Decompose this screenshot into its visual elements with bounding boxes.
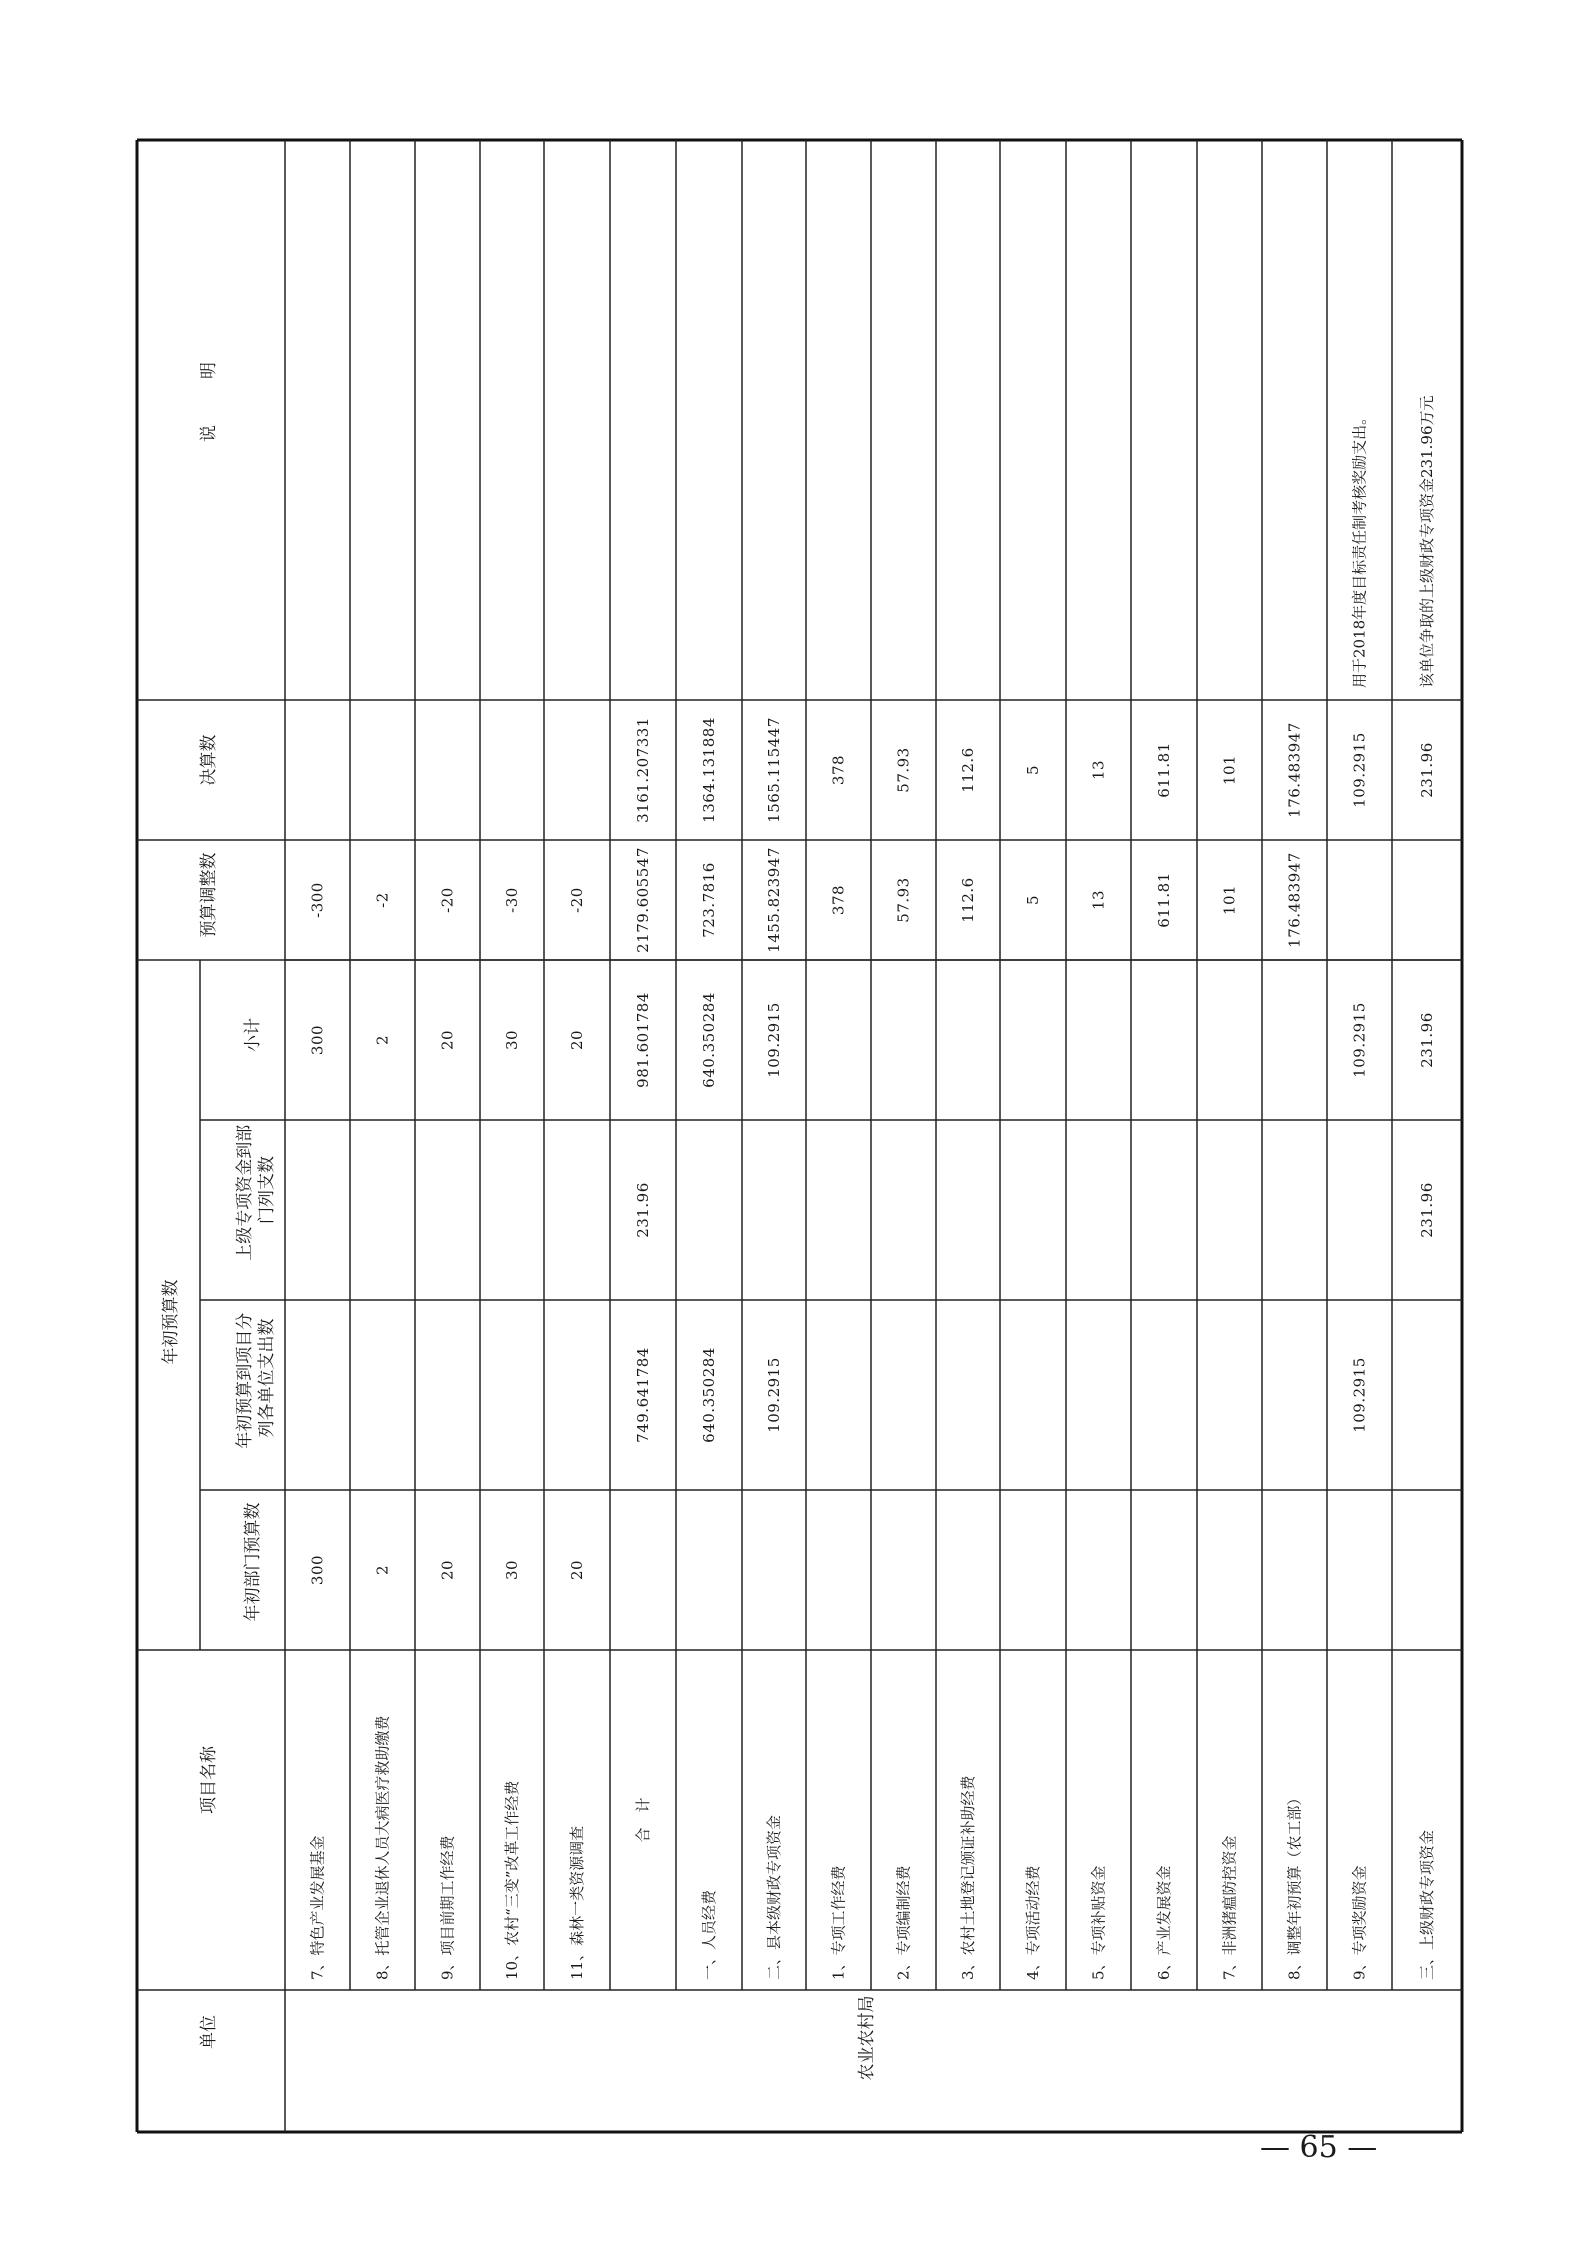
- row-adjustment: 13: [1089, 889, 1108, 911]
- row-project-budget: 640.350284: [700, 1347, 718, 1443]
- header-superior-special: [235, 1119, 277, 1260]
- row-name: 5、专项补贴资金: [1089, 1865, 1108, 1980]
- row-subtotal: 20: [568, 1029, 586, 1051]
- row-adjustment: -20: [438, 887, 457, 913]
- row-name: 7、非洲猪瘟防控资金: [1220, 1835, 1239, 1980]
- row-adjustment: 2179.605547: [634, 847, 652, 953]
- row-subtotal: 2: [373, 1034, 392, 1046]
- row-note: 用于2018年度目标责任制考核奖励支出。: [1350, 409, 1369, 688]
- header-budget-adjustment: 预算调整数: [199, 852, 219, 938]
- row-adjustment: 5: [1024, 894, 1042, 906]
- row-name: 二、县本级财政专项资金: [765, 1814, 783, 1980]
- row-name: 9、专项奖励资金: [1350, 1865, 1369, 1980]
- row-subtotal: 640.350284: [700, 992, 718, 1088]
- header-initial-to-project: [234, 1307, 277, 1448]
- row-superior-special: 231.96: [1418, 1182, 1436, 1238]
- row-name: 8、托管企业退休人员大病医疗救助缴费: [373, 1715, 392, 1980]
- row-project-budget: 749.641784: [634, 1347, 652, 1443]
- table-rows: [309, 396, 1437, 1981]
- row-subtotal: 109.2915: [765, 1002, 783, 1078]
- row-final: 57.93: [894, 747, 913, 793]
- row-final: 109.2915: [1350, 732, 1369, 808]
- row-name: 9、项目前期工作经费: [438, 1835, 457, 1980]
- row-project-budget: 109.2915: [1350, 1357, 1369, 1433]
- row-name: 10、农村“三变”改革工作经费: [503, 1780, 521, 1980]
- row-final: 1364.131884: [700, 717, 718, 823]
- row-adjustment: 101: [1220, 884, 1239, 916]
- row-final: 101: [1220, 754, 1239, 786]
- row-subtotal: 20: [438, 1029, 457, 1051]
- header-project-name: 项目名称: [199, 1746, 219, 1814]
- row-name: 4、专项活动经费: [1024, 1865, 1042, 1980]
- row-name: 3、农村土地登记颁证补助经费: [959, 1775, 977, 1980]
- row-name: 合 计: [634, 1797, 652, 1843]
- row-name: 7、特色产业发展基金: [308, 1835, 327, 1980]
- row-final: 611.81: [1155, 742, 1173, 798]
- row-subtotal: 981.601784: [634, 992, 652, 1088]
- header-final-accounts: 决算数: [199, 734, 219, 786]
- row-subtotal: 231.96: [1418, 1012, 1436, 1068]
- row-name: 11、森林一类资源调查: [568, 1825, 586, 1980]
- header-subtotal: 小计: [243, 1018, 263, 1052]
- row-adjustment: 176.483947: [1285, 852, 1304, 948]
- row-adjustment: -2: [373, 892, 392, 908]
- row-final: 378: [829, 754, 848, 786]
- row-dept-budget: 2: [373, 1564, 392, 1576]
- row-final: 231.96: [1418, 742, 1436, 798]
- header-explanation: 说 明: [199, 358, 219, 442]
- row-project-budget: 109.2915: [765, 1357, 783, 1433]
- row-dept-budget: 20: [438, 1559, 457, 1581]
- row-note: 该单位争取的上级财政专项资金231.96万元: [1418, 395, 1436, 688]
- row-final: 176.483947: [1285, 722, 1304, 818]
- row-final: 3161.207331: [634, 717, 652, 823]
- header-initial-to-project-line2: 列各单位支出数: [257, 1318, 277, 1438]
- unit-name: 农业农村局: [857, 1995, 877, 2081]
- row-subtotal: 30: [503, 1029, 521, 1051]
- row-name: 一、人员经费: [700, 1889, 718, 1980]
- row-name: 6、产业发展资金: [1155, 1865, 1173, 1980]
- row-name: 三、上级财政专项资金: [1418, 1829, 1436, 1980]
- row-name: 2、专项编制经费: [894, 1865, 913, 1980]
- row-name: 8、调整年初预算（农工部）: [1285, 1790, 1304, 1980]
- row-final: 112.6: [959, 747, 977, 793]
- row-adjustment: -20: [568, 887, 586, 913]
- header-superior-special-line2: 门列支数: [257, 1156, 277, 1224]
- header-superior-special-line1: 上级专项资金到部: [235, 1124, 255, 1261]
- row-dept-budget: 30: [503, 1559, 521, 1581]
- row-adjustment: 723.7816: [700, 862, 718, 938]
- row-adjustment: 112.6: [959, 877, 977, 923]
- row-subtotal: 109.2915: [1350, 1002, 1369, 1078]
- row-adjustment: 378: [829, 884, 848, 916]
- row-adjustment: -300: [308, 882, 327, 918]
- header-initial-to-project-line1: 年初预算到项目分: [235, 1312, 255, 1449]
- row-dept-budget: 20: [568, 1559, 586, 1581]
- page-number: — 65 —: [1260, 2130, 1378, 2165]
- row-superior-special: 231.96: [634, 1182, 652, 1238]
- header-dept-budget: 年初部门预算数: [243, 1502, 263, 1622]
- row-adjustment: 611.81: [1155, 872, 1173, 928]
- table-grid: [137, 140, 1462, 2132]
- row-final: 1565.115447: [765, 717, 783, 823]
- row-name: 1、专项工作经费: [829, 1865, 848, 1980]
- row-adjustment: 1455.823947: [765, 847, 783, 953]
- row-final: 13: [1089, 759, 1108, 781]
- row-subtotal: 300: [308, 1024, 327, 1056]
- row-adjustment: 57.93: [894, 877, 913, 923]
- header-initial-budget-group: 年初预算数: [161, 1279, 181, 1365]
- row-dept-budget: 300: [308, 1554, 327, 1586]
- header-unit: 单位: [199, 2015, 219, 2049]
- row-adjustment: -30: [503, 887, 521, 913]
- row-final: 5: [1024, 764, 1042, 776]
